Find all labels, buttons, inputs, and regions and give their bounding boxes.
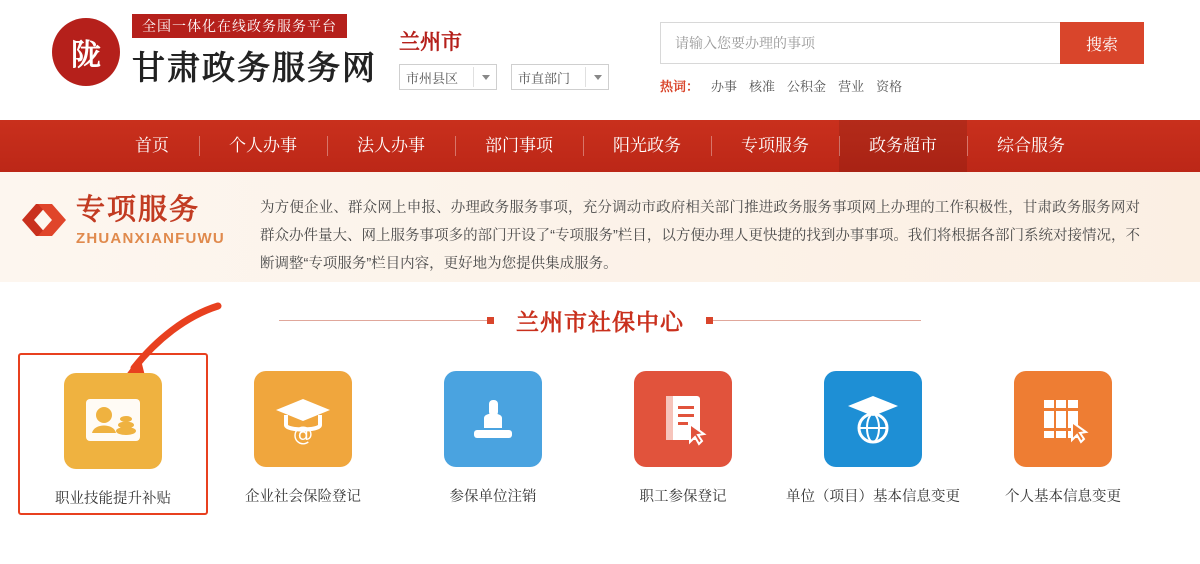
logo-title: 甘肃政务服务网 — [132, 48, 377, 87]
department-select-value: 市直部门 — [518, 70, 571, 86]
search-input[interactable] — [660, 22, 1060, 64]
region-select-value: 市州县区 — [406, 70, 459, 86]
service-card-label: 参保单位注销 — [449, 489, 537, 505]
document-cursor-icon — [634, 371, 732, 467]
hot-word-link[interactable]: 营业 — [838, 79, 865, 94]
section-header — [0, 282, 1200, 337]
graduation-at-icon — [254, 371, 352, 467]
search-block — [660, 0, 1200, 95]
nav-item-home[interactable]: 首页 — [135, 136, 169, 155]
service-card-label: 职业技能提升补贴 — [55, 491, 171, 507]
nav-item-department-items[interactable]: 部门事项 — [455, 120, 583, 172]
chevron-down-icon — [482, 75, 490, 80]
hot-word-link[interactable]: 核准 — [749, 79, 776, 94]
special-services-banner — [0, 172, 1200, 282]
svg-text:@: @ — [293, 422, 313, 446]
service-card-list — [0, 337, 1200, 515]
stamp-icon — [444, 371, 542, 467]
hot-words-label: 热词： — [660, 79, 700, 94]
banner-title-cn: 专项服务 — [76, 192, 201, 226]
site-header — [0, 0, 1200, 120]
service-card-label: 职工参保登记 — [639, 489, 727, 505]
department-select[interactable] — [511, 64, 609, 90]
logo-subtitle: 全国一体化在线政务服务平台 — [132, 14, 347, 38]
gansu-seal-icon — [52, 18, 120, 86]
handshake-icon — [22, 200, 66, 238]
chevron-down-icon — [594, 75, 602, 80]
banner-title-block — [0, 172, 250, 247]
nav-item-legal-entity[interactable]: 法人办事 — [327, 120, 455, 172]
logo-text-block — [132, 14, 377, 89]
nav-item-personal[interactable]: 个人办事 — [199, 120, 327, 172]
nav-item-government-supermarket[interactable]: 政务超市 — [839, 120, 967, 172]
section-rule-left — [279, 320, 494, 321]
select-divider — [585, 67, 586, 87]
banner-title-text — [76, 194, 225, 247]
city-selector-block — [399, 0, 609, 90]
nav-item-sunshine-government[interactable]: 阳光政务 — [583, 120, 711, 172]
hot-word-link[interactable]: 办事 — [711, 79, 738, 94]
nav-item-special-services[interactable]: 专项服务 — [711, 120, 839, 172]
nav-items — [105, 120, 1095, 172]
hot-words-row — [660, 76, 1144, 95]
service-card-employee-insurance-registration[interactable] — [588, 353, 778, 515]
city-name: 兰州市 — [399, 31, 462, 54]
search-button[interactable]: 搜索 — [1060, 22, 1144, 64]
service-card-personal-info-change[interactable] — [968, 353, 1158, 515]
nav-item-comprehensive-services[interactable]: 综合服务 — [967, 120, 1095, 172]
service-card-label: 个人基本信息变更 — [1005, 489, 1121, 505]
hot-word-link[interactable]: 资格 — [876, 79, 903, 94]
banner-description: 为方便企业、群众网上申报、办理政务服务事项，充分调动市政府相关部门推进政务服务事项网上办理的工作积极性，甘肃政务服务网对群众办件量大、网上服务事项多的部门开设了“专项服务”栏目，以方便办理人更快捷的找到办事事项。我们将根据各部门系统对接情况，不断调整“专项服务”栏目内容，更好地为您提供集成服务。 — [260, 200, 1140, 272]
subsidy-card-icon — [64, 373, 162, 469]
service-card-unit-info-change[interactable] — [778, 353, 968, 515]
books-cursor-icon — [1014, 371, 1112, 467]
service-card-label: 单位（项目）基本信息变更 — [786, 489, 960, 505]
select-group — [399, 64, 609, 90]
section-rule-right — [706, 320, 921, 321]
site-logo[interactable] — [0, 0, 377, 89]
service-card-unit-deregistration[interactable] — [398, 353, 588, 515]
service-card-label: 企业社会保险登记 — [245, 489, 361, 505]
main-nav — [0, 120, 1200, 172]
section-title: 兰州市社保中心 — [516, 309, 684, 336]
service-card-enterprise-insurance-registration[interactable] — [208, 353, 398, 515]
select-divider — [473, 67, 474, 87]
banner-title-en: ZHUANXIANFUWU — [76, 229, 225, 247]
service-card-skill-subsidy[interactable] — [18, 353, 208, 515]
globe-graduation-icon — [824, 371, 922, 467]
region-select[interactable] — [399, 64, 497, 90]
hot-word-link[interactable]: 公积金 — [787, 79, 827, 94]
search-row — [660, 22, 1144, 64]
section-content — [0, 282, 1200, 564]
